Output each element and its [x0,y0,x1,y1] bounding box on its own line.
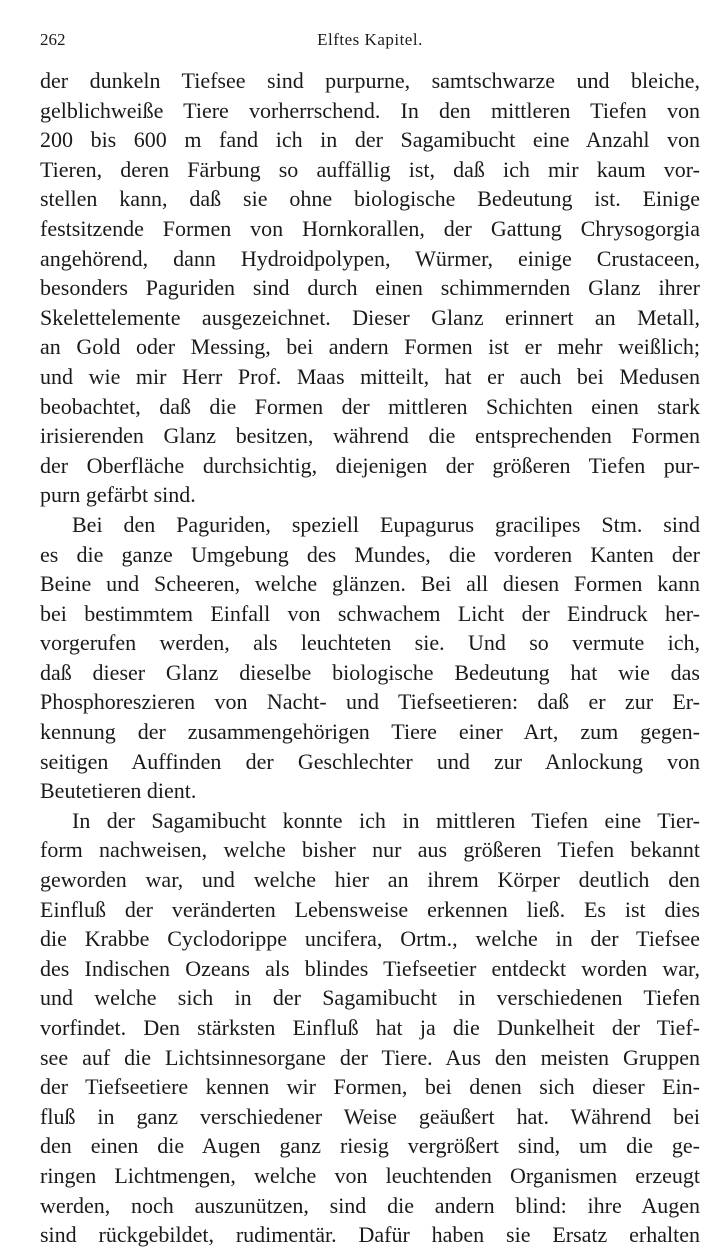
text-line: stellen kann, daß sie ohne biologische Bedeutung ist. Einige [40,186,700,212]
text-line: see auf die Lichtsinnesorgane der Tiere. Aus den meisten Gruppen [40,1044,700,1070]
text-line: bei bestimmtem Einfall von schwachem Licht der Eindruck her- [40,600,700,626]
text-line: Skelettelemente ausgezeichnet. Dieser Glanz erinnert an Metall, [40,304,700,330]
text-line: Tieren, deren Färbung so auffällig ist, daß ich mir kaum vor- [40,156,700,182]
text-line: geworden war, und welche hier an ihrem Körper deutlich den [40,867,700,893]
text-line: vorgerufen werden, als leuchteten sie. Und so vermute ich, [40,630,700,656]
body-text [40,66,700,1250]
text-line: die Krabbe Cyclodorippe uncifera, Ortm., welche in der Tiefsee [40,926,700,952]
paragraph [40,510,700,806]
paragraph [40,66,700,510]
text-line: werden, noch auszunützen, sind die andern blind: ihre Augen [40,1192,700,1218]
text-line: In der Sagamibucht konnte ich in mittleren Tiefen eine Tier- [72,807,700,833]
text-line: seitigen Auffinden der Geschlechter und zur Anlockung von [40,748,700,774]
text-line: beobachtet, daß die Formen der mittleren Schichten einen stark [40,393,700,419]
chapter-title: Elftes Kapitel. [317,30,423,49]
text-line: sind rückgebildet, rudimentär. Dafür haben sie Ersatz erhalten [40,1222,700,1248]
text-line: des Indischen Ozeans als blindes Tiefseetier entdeckt worden war, [40,955,700,981]
text-line: gelblichweiße Tiere vorherrschend. In den mittleren Tiefen von [40,97,700,123]
text-line: purn gefärbt sind. [40,482,196,508]
text-line: festsitzende Formen von Hornkorallen, der Gattung Chrysogorgia [40,215,700,241]
book-page [40,30,700,1248]
text-line: vorfindet. Den stärksten Einfluß hat ja die Dunkelheit der Tief- [40,1015,700,1040]
text-line: der Oberfläche durchsichtig, diejenigen der größeren Tiefen pur- [40,452,700,478]
text-line: es die ganze Umgebung des Mundes, die vorderen Kanten der [40,541,700,567]
text-line: und wie mir Herr Prof. Maas mitteilt, hat er auch bei Medusen [40,363,700,389]
text-line: und welche sich in der Sagamibucht in verschiedenen Tiefen [40,985,700,1011]
text-line: fluß in ganz verschiedener Weise geäußert hat. Während bei [40,1103,700,1129]
text-line: 200 bis 600 m fand ich in der Sagamibucht eine Anzahl von [40,127,700,153]
page-number: 262 [40,30,66,49]
text-line: der Tiefseetiere kennen wir Formen, bei denen sich dieser Ein- [40,1074,700,1100]
text-line: irisierenden Glanz besitzen, während die entsprechenden Formen [40,423,700,449]
text-line: daß dieser Glanz dieselbe biologische Bedeutung hat wie das [40,659,700,685]
text-line: form nachweisen, welche bisher nur aus größeren Tiefen bekannt [40,837,700,863]
paragraph [40,806,700,1250]
text-line: Phosphoreszieren von Nacht- und Tiefseetieren: daß er zur Er- [40,689,700,715]
text-line: Bei den Paguriden, speziell Eupagurus gracilipes Stm. sind [72,511,700,537]
text-line: den einen die Augen ganz riesig vergrößert sind, um die ge- [40,1133,700,1159]
text-line: besonders Paguriden sind durch einen schimmernden Glanz ihrer [40,275,700,301]
running-head [40,30,700,64]
text-line: angehörend, dann Hydroidpolypen, Würmer, einige Crustaceen, [40,245,700,271]
text-line: der dunkeln Tiefsee sind purpurne, samtschwarze und bleiche, [40,68,700,93]
text-line: kennung der zusammengehörigen Tiere einer Art, zum gegen- [40,719,700,745]
text-line: an Gold oder Messing, bei andern Formen ist er mehr weißlich; [40,334,700,360]
text-line: Einfluß der veränderten Lebensweise erkennen ließ. Es ist dies [40,896,700,922]
text-line: Beutetieren dient. [40,778,197,804]
text-line: Beine und Scheeren, welche glänzen. Bei all diesen Formen kann [40,571,700,597]
text-line: ringen Lichtmengen, welche von leuchtenden Organismen erzeugt [40,1162,700,1188]
